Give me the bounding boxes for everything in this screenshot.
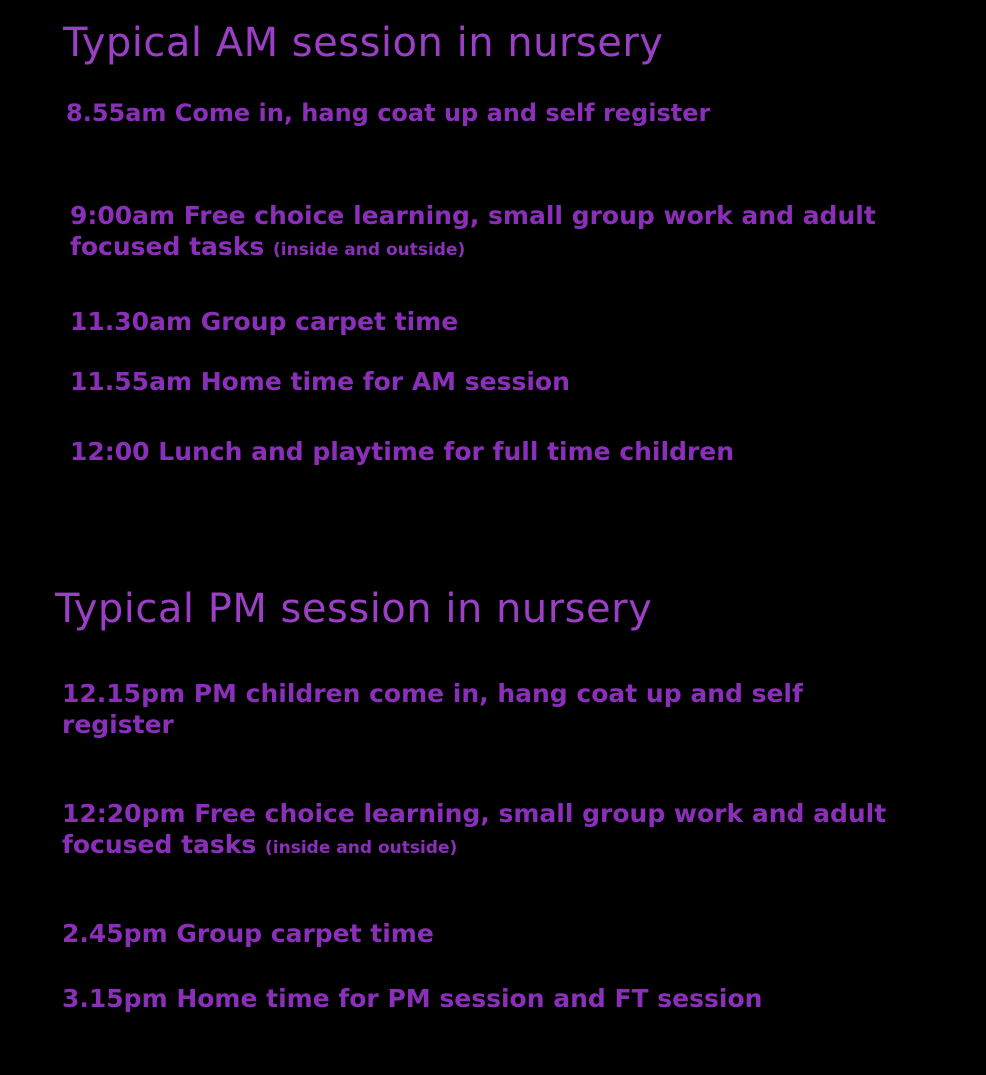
pm-entry-4-text: 3.15pm Home time for PM session and FT session (62, 984, 763, 1013)
pm-entry-4 (62, 983, 762, 1014)
am-entry-1 (66, 98, 710, 128)
pm-entry-2-note: (inside and outside) (265, 838, 458, 859)
pm-entry-2 (62, 798, 902, 861)
am-entry-3-text: 11.30am Group carpet time (70, 307, 459, 336)
am-entry-2 (70, 200, 975, 263)
am-entry-4 (70, 366, 570, 397)
pm-entry-1-text: 12.15pm PM children come in, hang coat up and self register (62, 679, 803, 740)
am-entry-1-text: 8.55am Come in, hang coat up and self register (66, 99, 711, 127)
am-session-heading: Typical AM session in nursery (63, 20, 664, 66)
pm-entry-2-text: 12:20pm Free choice learning, small group work and adult focused tasks (62, 799, 887, 860)
am-entry-5 (70, 436, 734, 467)
am-entry-4-text: 11.55am Home time for AM session (70, 367, 570, 396)
pm-entry-3 (62, 918, 434, 949)
pm-entry-1 (62, 678, 892, 741)
am-entry-5-text: 12:00 Lunch and playtime for full time children (70, 437, 735, 466)
pm-entry-3-text: 2.45pm Group carpet time (62, 919, 434, 948)
am-entry-2-text: 9:00am Free choice learning, small group work and adult focused tasks (70, 201, 876, 262)
am-entry-3 (70, 306, 458, 337)
am-entry-2-note: (inside and outside) (273, 240, 466, 261)
pm-session-heading: Typical PM session in nursery (55, 586, 653, 632)
